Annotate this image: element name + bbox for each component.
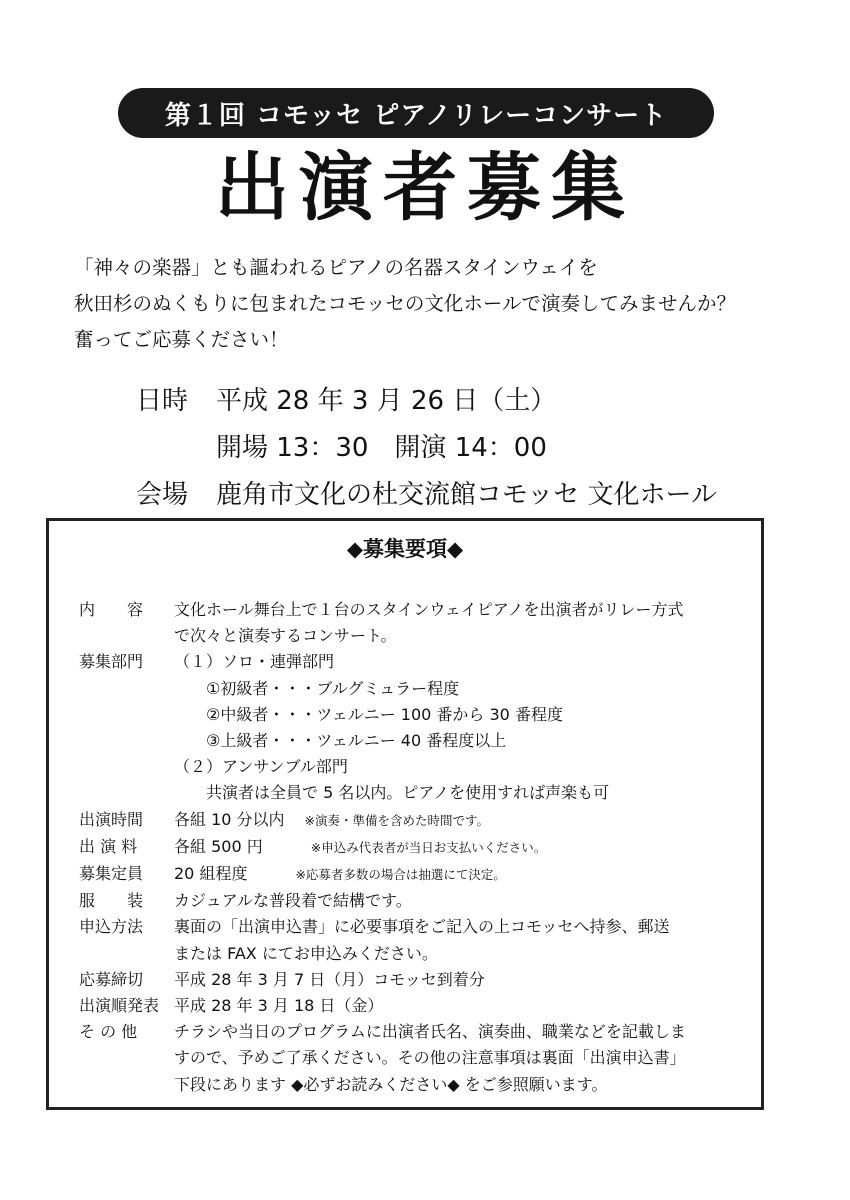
event-time: 開場 13：30 開演 14：00 [216, 433, 547, 463]
guidelines-box [46, 518, 764, 1110]
intro-line: 奮ってご応募ください！ [74, 328, 289, 351]
guideline-label: 出演時間 [79, 809, 144, 829]
guideline-content: 内 容 文化ホール舞台上で１台のスタインウェイピアノを出演者がリレー方式 で次々と演奏するコンサート。 [79, 597, 686, 649]
guideline-dress: 服 装 カジュアルな普段着で結構です。 [79, 888, 686, 914]
guideline-label: 出 演 料 [79, 836, 138, 856]
intro-text [74, 250, 736, 358]
guideline-deadline: 応募締切 平成 28 年 3 月 7 日（月）コモッセ到着分 [79, 967, 686, 993]
guideline-fee: 出 演 料 各組 500 円 ※申込み代表者が当日お支払いください。 [79, 834, 686, 861]
date-row [136, 378, 717, 425]
page-title: 出演者募集 [215, 145, 635, 231]
guideline-label: 服 装 [79, 891, 144, 911]
guideline-order: 出演順発表 平成 28 年 3 月 18 日（金） [79, 993, 686, 1019]
event-banner: 第１回 コモッセ ピアノリレーコンサート [118, 88, 714, 138]
intro-line: 「神々の楽器」とも謳われるピアノの名器スタインウェイを [74, 256, 598, 279]
venue-row [136, 472, 717, 519]
intro-line: 秋田杉のぬくもりに包まれたコモッセの文化ホールで演奏してみませんか？ [74, 292, 737, 315]
guideline-label: 募集部門 [79, 652, 144, 672]
date-label: 日時 [136, 386, 189, 416]
guideline-label: 応募締切 [79, 969, 144, 989]
guideline-label: 募集定員 [79, 864, 144, 884]
event-venue: 鹿角市文化の杜交流館コモッセ 文化ホール [216, 480, 717, 510]
footnote: ※申込み代表者が当日お支払いください。 [310, 839, 547, 855]
guideline-category: 募集部門 （１）ソロ・連弾部門 ①初級者・・・ブルグミュラー程度 ②中級者・・・ツェルニー 100 番から 30 番程度 ③上級者・・・ツェルニー 40 番程度以上 （２）アンサンブル部門 共演者は全員で 5 名以内。ピアノを使用すれば声楽も可 [79, 649, 686, 806]
event-date: 平成 28 年 3 月 26 日（土） [216, 386, 557, 416]
guideline-label: 出演順発表 [79, 996, 160, 1016]
guideline-label: 申込方法 [79, 917, 144, 937]
event-info [136, 378, 717, 519]
guideline-capacity: 募集定員 20 組程度 ※応募者多数の場合は抽選にて決定。 [79, 861, 686, 888]
guidelines-list [79, 597, 686, 1098]
guideline-label: 内 容 [79, 600, 144, 619]
footnote: ※応募者多数の場合は抽選にて決定。 [295, 867, 506, 883]
footnote: ※演奏・準備を含めた時間です。 [304, 812, 490, 828]
guidelines-heading: ◆募集要項◆ [346, 537, 464, 561]
guideline-duration: 出演時間 各組 10 分以内 ※演奏・準備を含めた時間です。 [79, 807, 686, 834]
guideline-apply: 申込方法 裏面の「出演申込書」に必要事項をご記入の上コモッセへ持参、郵送 または FAX にてお申込みください。 [79, 914, 686, 966]
guideline-other: そ の 他 チラシや当日のプログラムに出演者氏名、演奏曲、職業などを記載しま すので、予めご了承ください。その他の注意事項は裏面「出演申込書」 下段にあります ◆必ずお読みください◆ をご参照願います。 [79, 1019, 686, 1098]
venue-label: 会場 [136, 480, 189, 510]
time-row [136, 425, 717, 472]
guideline-label: そ の 他 [79, 1022, 138, 1042]
